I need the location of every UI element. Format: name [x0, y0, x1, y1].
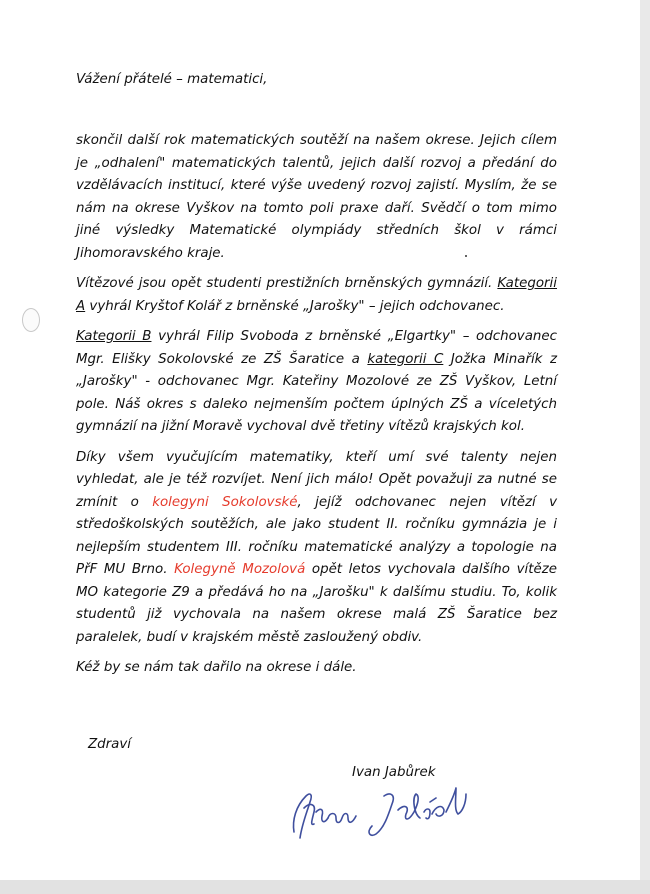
handwritten-signature [280, 782, 480, 844]
paragraph-text: Jožka Minařík z „Jarošky" - odchovanec Mgr. Kateřiny Mozolové ze ZŠ Vyškov, Letní pole. Náš okres s daleko nejmenším počtem úplných ZŠ a víceletých gymnázií na jižní Moravě vychoval dvě třetiny vítězů krajských kol. [76, 351, 557, 434]
paragraph-winners [76, 273, 557, 318]
paragraph-text: opět letos vychovala dalšího vítěze MO kategorie Z9 a předává ho na „Jarošku" k dalšímu studiu. To, kolik studentů již vychovala na našem okrese malá ZŠ Šaratice bez paralelek, budí v krajském městě zasloužený obdiv. [76, 562, 557, 645]
paragraph-thanks [76, 447, 557, 650]
punch-hole [22, 308, 40, 332]
highlight-mozolova: Kolegyně Mozolová [174, 562, 306, 577]
paragraph-text: vyhrál Kryštof Kolář z brněnské „Jarošky" – jejich odchovanec. [85, 298, 505, 314]
category-c-label: kategorii C [367, 351, 444, 367]
scan-margin-bottom [0, 880, 650, 894]
paragraph-wish [76, 657, 557, 680]
paragraph-text: skončil další rok matematických soutěží na našem okrese. Jejich cílem je „odhalení" matematických talentů, jejich další rozvoj a předání do vzdělávacích institucí, které výše uvedený rozvoj zajistí. Myslím, že se nám na okrese Vyškov na tomto poli praxe daří. Svědčí o tom mimo jiné výsledky Matematické olympiády středních škol v rámci Jihomoravského kraje. [76, 133, 557, 261]
paragraph-intro [76, 130, 557, 265]
salutation: Vážení přátelé – matematici, [76, 72, 268, 87]
letter-body [76, 130, 557, 680]
paragraph-text: Kéž by se nám tak dařilo na okrese i dále. [76, 660, 357, 675]
category-a-label: Kategorii A [76, 276, 557, 314]
paragraph-text: vyhrál Filip Svoboda z brněnské „Elgartky" – odchovanec Mgr. Elišky Sokolovské ze ZŠ Šaratice a [76, 329, 557, 367]
highlight-sokolovska: kolegyni Sokolovské [152, 494, 298, 510]
paragraph-text: , jejíž odchovanec nejen vítězí v středoškolských soutěžích, ale jako student II. ročníku gymnázia je i nejlepším studentem III. ročníku matematické analýzy a topologie na PřF MU Brno. [76, 494, 557, 577]
author-name: Ivan Jabůrek [352, 765, 436, 780]
paragraph-text: Vítězové jsou opět studenti prestižních brněnských gymnázií. [76, 276, 498, 291]
closing-greeting: Zdraví [88, 737, 132, 752]
category-b-label: Kategorii B [76, 329, 152, 344]
paragraph-categories [76, 326, 557, 439]
scan-margin-right [640, 0, 650, 894]
paragraph-text: Díky všem vyučujícím matematiky, kteří umí své talenty nejen vyhledat, ale je též rozvíjet. Není jich málo! Opět považuji za nutné se zmínit o [76, 449, 557, 510]
